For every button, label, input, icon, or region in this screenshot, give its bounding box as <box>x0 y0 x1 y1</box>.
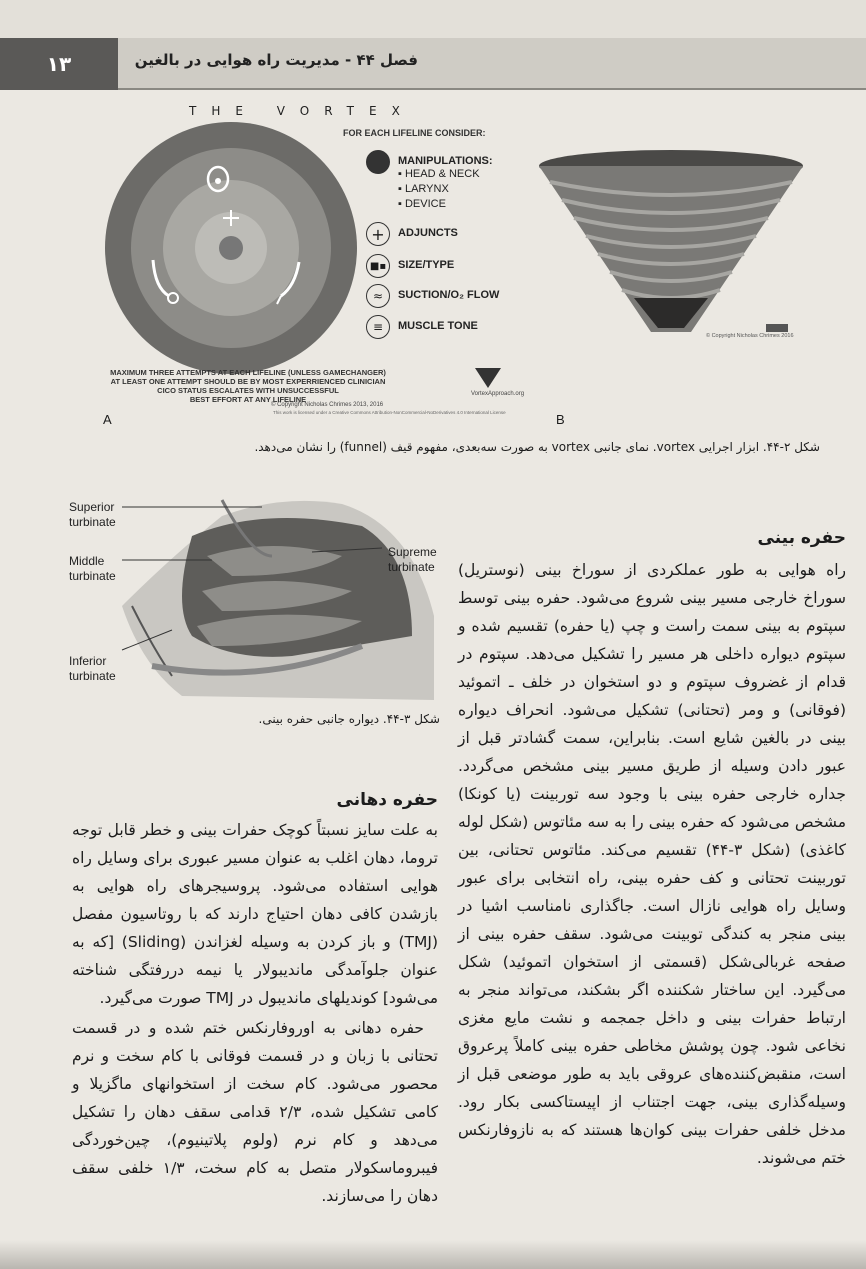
header-rule <box>118 88 866 90</box>
adjuncts-label: ADJUNCTS <box>398 227 458 239</box>
plus-icon: + <box>366 222 390 246</box>
vortex-subtitle: FOR EACH LIFELINE CONSIDER: <box>343 128 486 138</box>
nasal-leader-lines <box>112 490 442 700</box>
manipulation-item: ▪ LARYNX <box>398 183 449 195</box>
page-number: ۱۳ <box>0 38 118 90</box>
figure-label-a: A <box>103 412 112 427</box>
manipulations-label: MANIPULATIONS: <box>398 155 493 167</box>
suction-label: SUCTION/O₂ FLOW <box>398 289 500 301</box>
section-oral-cavity <box>72 790 438 1210</box>
vortex-diagram <box>103 120 373 382</box>
paragraph-oral-2: حفره دهانی به اوروفارنکس ختم شده و در قسمت تحتانی با زبان و در قسمت فوقانی با کام سخت و نرم محصور می‌شود. کام سخت از استخوانهای ماگزیلا و کامی تشکیل شده، ۲/۳ قدامی سقف دهان را تشکیل می‌دهد و کام نرم (ولوم پلاتینیوم)، چین‌خوردگی فیبروماسکولار متصل به کام سخت، ۱/۳ خلفی سقف دهان را می‌سازند. <box>72 1019 439 1205</box>
muscle-tone-row <box>366 315 478 339</box>
section-heading-nasal: حفره بینی <box>757 528 846 548</box>
figure-caption-vortex: شکل ۲-۴۴. ابزار اجرایی vortex. نمای جانبی vortex به صورت سه‌بعدی، مفهوم قیف (funnel) را نشان می‌دهد. <box>254 440 820 454</box>
suction-icon: ≈ <box>366 284 390 308</box>
vortex-funnel-logo <box>475 366 501 388</box>
chapter-title: فصل ۴۴ - مدیریت راه هوایی در بالغین <box>134 51 418 69</box>
section-nasal-cavity <box>458 528 846 1172</box>
manipulations-row <box>366 150 493 212</box>
vortex-panel <box>103 100 535 418</box>
label-supreme-turbinate: Supreme turbinate <box>388 545 437 574</box>
tube-size-icon: ■▪ <box>366 254 390 278</box>
size-type-row <box>366 254 454 278</box>
figure-caption-nose: شکل ۳-۴۴. دیواره جانبی حفره بینی. <box>258 712 440 726</box>
paragraph-oral-1: به علت سایز نسبتاً کوچک حفرات بینی و خطر قابل توجه تروما، دهان اغلب به عنوان مسیر عبوری برای وسایل راه هوایی استفاده می‌شود. پروسیجرهای راه هوایی به بازشدن کافی دهان احتیاج دارند که با روتاسیون مفصل (TMJ) و باز کردن به وسیله لغزاندن (Sliding) [که به عنوان جلوآمدگی ماندیبولار یا نیمه دررفتگی شناخته می‌شود] کوندیلهای ماندیبول در TMJ صورت می‌گیرد. <box>72 821 439 1007</box>
figure-label-b: B <box>556 412 565 427</box>
label-middle-turbinate: Middle turbinate <box>69 554 116 583</box>
manipulation-item: ▪ DEVICE <box>398 198 446 210</box>
muscle-icon: ≡ <box>366 315 390 339</box>
copyright-b: © Copyright Nicholas Chrimes 2016 <box>706 333 794 339</box>
manipulation-item: ▪ HEAD & NECK <box>398 168 480 180</box>
page-bottom-shadow <box>0 1240 866 1269</box>
vortex-site: VortexApproach.org <box>471 391 525 397</box>
page-top-margin <box>0 0 866 38</box>
vortex-notes: MAXIMUM THREE ATTEMPTS AT EACH LIFELINE (UNLESS GAMECHANGER) AT LEAST ONE ATTEMPT SHOULD BE BY MOST EXPERRIENCED CLINICIAN CICO STATUS ESCALATES WITH UNSUCCESSFUL BEST EFFORT AT ANY LIFELINE <box>110 368 386 404</box>
page-header <box>0 38 866 90</box>
paragraph-nasal: راه هوایی به طور عملکردی از سوراخ بینی (نوستریل) سوراخ خارجی مسیر بینی شروع می‌شود. حفره بینی توسط سپتوم به بینی سمت راست و چپ (یا حفره) تقسیم شده و سپتوم دیواره داخلی هر مسیر را تشکیل می‌دهد. سپتوم در قدام از غضروف سپتوم و دو استخوان در خلف ـ اتموئید (فوقانی) و ومر (تحتانی) تشکیل می‌شود. انحراف دیواره بینی در بالغین شایع است. بنابراین، سمت گشادتر قبل از عبور دادن وسیله از طریق مسیر بینی مشخص می‌گردد. جداره خارجی حفره بینی با وجود سه توربینت (یا کونکا) مشخص می‌شود که حفره بینی را به سه مئاتوس (شکل لوله کاغذی) (شکل ۳-۴۴) تقسیم می‌کند. مئاتوس تحتانی، بین توربینت تحتانی و کف حفره بینی، راه انتخابی برای عبور وسایل راه هوایی نازال است. جاگذاری نامناسب اشیا در بینی منجر به کندگی توبینت می‌شود. سقف حفره بینی از صفحه غربالی‌شکل (قسمتی از استخوان اتموئید) شکل می‌گیرد. این ساختار شکننده اگر بشکند، می‌تواند منجر به ارتباط حفرات بینی و داخل جمجمه و نشت مایع مغزی نخاعی شود. چون پوشش مخاطی حفره بینی کاملاً پرعروق است، منقبض‌کننده‌های عروقی باید به طور موضعی قبل از وسیله‌گذاری بینی، جهت اجتناب از اپیستاکسی بکار رود. مدخل خلفی حفرات بینی کوان‌ها هستند که به نازوفارنکس ختم می‌شوند. <box>458 561 846 1167</box>
label-superior-turbinate: Superior turbinate <box>69 500 116 529</box>
label-inferior-turbinate: Inferior turbinate <box>69 654 116 683</box>
muscle-tone-label: MUSCLE TONE <box>398 320 478 332</box>
hand-icon <box>366 150 390 174</box>
cc-badge <box>766 324 788 332</box>
section-heading-oral: حفره دهانی <box>336 790 438 810</box>
copyright-a: © Copyright Nicholas Chrimes 2013, 2016 <box>271 402 384 408</box>
license-text: This work is licensed under a Creative Commons Attribution-NonCommercial-NoDerivatives 4.0 International License <box>273 410 506 415</box>
size-type-label: SIZE/TYPE <box>398 259 455 271</box>
suction-row <box>366 284 499 308</box>
vortex-title: THE VORTEX <box>189 104 415 118</box>
adjuncts-row <box>366 222 458 246</box>
vortex-funnel <box>538 148 804 338</box>
